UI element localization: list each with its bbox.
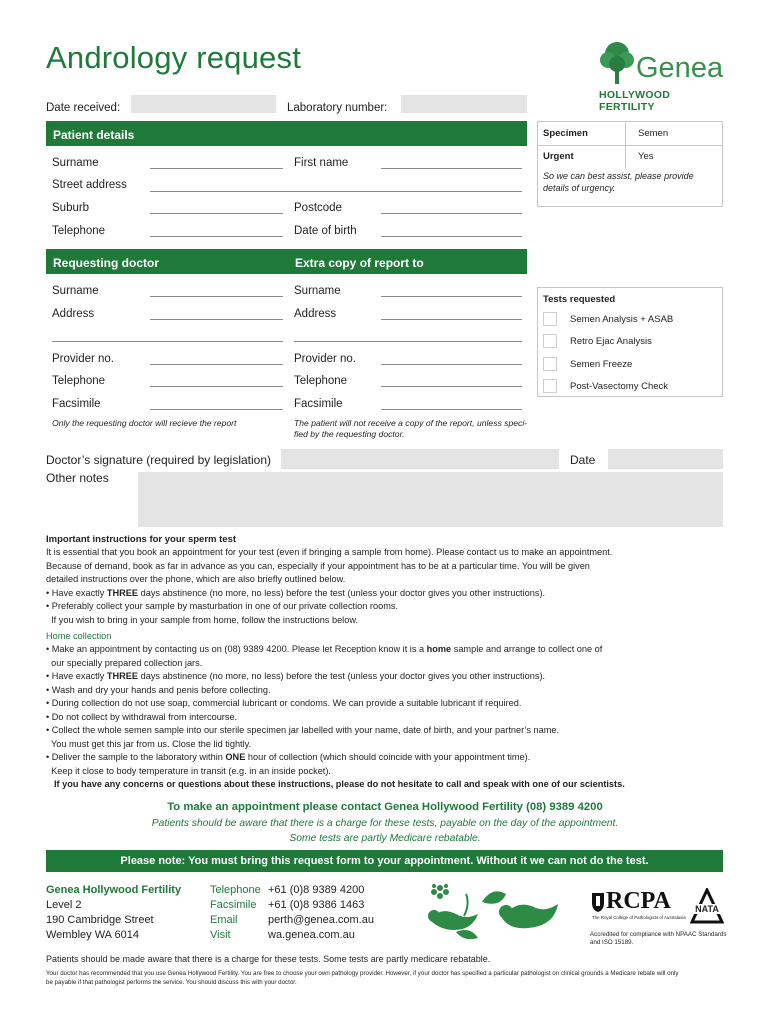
doctor-provider-field[interactable] bbox=[150, 364, 283, 365]
other-notes-field[interactable] bbox=[138, 472, 723, 527]
requesting-doctor-heading: Requesting doctor bbox=[46, 249, 288, 274]
signature-label: Doctor’s signature (required by legislation) bbox=[46, 453, 271, 467]
urgency-note-2: details of urgency. bbox=[543, 183, 616, 193]
home-line: • Do not collect by withdrawal from intercourse. bbox=[46, 711, 238, 722]
urgency-note-1: So we can best assist, please provide bbox=[543, 171, 694, 181]
doctor-address-field[interactable] bbox=[150, 319, 283, 320]
test-checkbox-3[interactable] bbox=[543, 357, 557, 371]
patient-telephone-label: Telephone bbox=[52, 225, 106, 237]
instructions-closing: If you have any concerns or questions about these instructions, please do not hesitate to call and speak with one of our scientists. bbox=[54, 779, 625, 789]
patient-suburb-label: Suburb bbox=[52, 202, 90, 214]
doctor-fax-field[interactable] bbox=[150, 409, 283, 410]
extra-fax-label: Facsimile bbox=[294, 398, 343, 410]
nata-logo bbox=[690, 888, 724, 924]
tree-icon bbox=[598, 40, 636, 86]
notice-text: Please note: You must bring this request form to your appointment. Without it we can not do the test. bbox=[120, 855, 649, 867]
footer-contact-label: Email bbox=[210, 914, 238, 926]
instruction-line: • Have exactly THREE days abstinence (no more, no less) before the test (unless your doctor gives you other instructions). bbox=[46, 587, 546, 598]
patient-street-label: Street address bbox=[52, 179, 127, 191]
patient-dob-label: Date of birth bbox=[294, 225, 357, 237]
date-label: Date bbox=[570, 453, 596, 467]
home-line: • Wash and dry your hands and penis before collecting. bbox=[46, 684, 271, 695]
fine-print-1: Your doctor has recommended that you use Genea Hollywood Fertility. You are free to choose your own pathology provider. However, if your doctor has specified a particular pathologist on clinical grounds a Medicare rebate will only bbox=[46, 970, 679, 977]
footer-address-2: 190 Cambridge Street bbox=[46, 914, 154, 926]
rcpa-shield-icon bbox=[590, 891, 606, 913]
doctor-address-field-2[interactable] bbox=[52, 341, 283, 342]
lab-number-field[interactable] bbox=[401, 95, 527, 113]
other-notes-label: Other notes bbox=[46, 471, 109, 485]
extra-address-label: Address bbox=[294, 308, 337, 320]
accredited-2: and ISO 15189. bbox=[590, 939, 634, 946]
lab-number-label: Laboratory number: bbox=[287, 102, 388, 114]
footer-fax: +61 (0)8 9386 1463 bbox=[268, 899, 365, 911]
test-label-4: Post-Vasectomy Check bbox=[570, 381, 669, 392]
footer-contact-label: Facsimile bbox=[210, 899, 257, 911]
test-checkbox-1[interactable] bbox=[543, 312, 557, 326]
footer-org: Genea Hollywood Fertility bbox=[46, 884, 182, 896]
date-received-field[interactable] bbox=[131, 95, 276, 113]
tests-requested-box bbox=[537, 287, 723, 397]
brand-name: Genea bbox=[636, 52, 724, 84]
urgent-label: Urgent bbox=[543, 151, 574, 162]
extra-surname-label: Surname bbox=[294, 285, 341, 297]
nata-text: NATA bbox=[692, 904, 722, 914]
patient-postcode-label: Postcode bbox=[294, 202, 342, 214]
brand-sub: HOLLYWOOD FERTILITY bbox=[599, 89, 671, 113]
birds-illustration bbox=[412, 880, 562, 942]
rcpa-subtext: The Royal College of Pathologists of Australasia bbox=[592, 915, 686, 920]
patient-first-name-field[interactable] bbox=[381, 168, 522, 169]
extra-address-field[interactable] bbox=[381, 319, 522, 320]
doctor-fax-label: Facsimile bbox=[52, 398, 101, 410]
footer-address-1: Level 2 bbox=[46, 899, 82, 911]
instructions-heading: Important instructions for your sperm test bbox=[46, 534, 237, 545]
extra-surname-field[interactable] bbox=[381, 296, 522, 297]
home-line: our specially prepared collection jars. bbox=[46, 657, 203, 668]
footer-contact-label: Visit bbox=[210, 929, 231, 941]
notice-bar bbox=[46, 850, 723, 872]
doctor-telephone-label: Telephone bbox=[52, 375, 106, 387]
extra-fax-field[interactable] bbox=[381, 409, 522, 410]
test-checkbox-2[interactable] bbox=[543, 334, 557, 348]
specimen-label: Specimen bbox=[543, 128, 588, 139]
patient-details-heading: Patient details bbox=[46, 121, 527, 146]
home-line: Keep it close to body temperature in transit (e.g. in an inside pocket). bbox=[46, 765, 331, 776]
specimen-value: Semen bbox=[638, 128, 669, 139]
accredited-1: Accredited for compliance with NPAAC Standards bbox=[590, 931, 727, 938]
appointment-medicare: Some tests are partly Medicare rebatable. bbox=[289, 833, 481, 844]
genea-logo bbox=[598, 40, 728, 113]
footer-telephone: +61 (0)8 9389 4200 bbox=[268, 884, 365, 896]
doctor-telephone-field[interactable] bbox=[150, 386, 283, 387]
patient-suburb-field[interactable] bbox=[150, 213, 283, 214]
date-received-label: Date received: bbox=[46, 102, 121, 114]
home-collection-heading: Home collection bbox=[46, 631, 112, 641]
instruction-line: • Preferably collect your sample by masturbation in one of our private collection rooms. bbox=[46, 601, 398, 611]
instruction-line: Because of demand, book as far in advance as you can, especially if your appointment has to be at a particular time. You will be given bbox=[46, 560, 590, 571]
date-field[interactable] bbox=[608, 449, 723, 469]
patient-telephone-field[interactable] bbox=[150, 236, 283, 237]
fine-print-2: be payable if that pathologist performs the service. You should discuss this with your doctor. bbox=[46, 979, 297, 986]
extra-address-field-2[interactable] bbox=[294, 341, 522, 342]
test-label-1: Semen Analysis + ASAB bbox=[570, 314, 674, 325]
rcpa-logo bbox=[590, 888, 686, 924]
tests-requested-heading: Tests requested bbox=[543, 294, 616, 305]
home-line: You must get this jar from us. Close the lid tightly. bbox=[46, 738, 252, 749]
doctor-surname-field[interactable] bbox=[150, 296, 283, 297]
test-label-3: Semen Freeze bbox=[570, 359, 633, 370]
extra-copy-heading: Extra copy of report to bbox=[288, 249, 527, 274]
footer-contact-label: Telephone bbox=[210, 884, 261, 896]
patient-surname-field[interactable] bbox=[150, 168, 283, 169]
specimen-box bbox=[537, 121, 723, 207]
extra-provider-field[interactable] bbox=[381, 364, 522, 365]
footer-website[interactable]: wa.genea.com.au bbox=[268, 929, 355, 941]
doctor-surname-label: Surname bbox=[52, 285, 99, 297]
requesting-note: Only the requesting doctor will recieve the report bbox=[52, 418, 237, 428]
patient-first-name-label: First name bbox=[294, 157, 349, 169]
test-label-2: Retro Ejac Analysis bbox=[570, 336, 652, 347]
doctor-provider-label: Provider no. bbox=[52, 353, 115, 365]
patient-surname-label: Surname bbox=[52, 157, 99, 169]
extra-telephone-field[interactable] bbox=[381, 386, 522, 387]
doctor-address-label: Address bbox=[52, 308, 95, 320]
appointment-contact: To make an appointment please contact Genea Hollywood Fertility (08) 9389 4200 bbox=[167, 801, 603, 813]
home-line: • Collect the whole semen sample into our sterile specimen jar labelled with your name, date of birth, and your partner’s name. bbox=[46, 725, 560, 735]
extra-note-2: fied by the requesting doctor. bbox=[294, 429, 405, 439]
extra-provider-label: Provider no. bbox=[294, 353, 357, 365]
rcpa-text: RCPA bbox=[606, 888, 671, 914]
instruction-line: It is essential that you book an appointment for your test (even if bringing a sample from home). Please contact us to make an appointment. bbox=[46, 547, 613, 557]
patient-street-field[interactable] bbox=[150, 191, 522, 192]
extra-telephone-label: Telephone bbox=[294, 375, 348, 387]
home-line: • Make an appointment by contacting us on (08) 9389 4200. Please let Reception know it is a home sample and arrange to collect one of bbox=[46, 644, 603, 654]
test-checkbox-4[interactable] bbox=[543, 379, 557, 393]
page-title: Andrology request bbox=[46, 40, 302, 75]
footer-address-3: Wembley WA 6014 bbox=[46, 929, 139, 941]
urgent-value[interactable]: Yes bbox=[638, 151, 654, 162]
footer-email[interactable]: perth@genea.com.au bbox=[268, 914, 374, 926]
instruction-line: detailed instructions over the phone, which are also briefly outlined below. bbox=[46, 574, 346, 584]
home-line: • Have exactly THREE days abstinence (no more, no less) before the test (unless your doctor gives you other instructions). bbox=[46, 671, 546, 681]
home-line: • Deliver the sample to the laboratory within ONE hour of collection (which should coincide with your appointment time). bbox=[46, 752, 531, 762]
patient-postcode-field[interactable] bbox=[381, 213, 522, 214]
instruction-line: If you wish to bring in your sample from home, follow the instructions below. bbox=[46, 614, 359, 625]
appointment-charge: Patients should be aware that there is a charge for these tests, payable on the day of the appointment. bbox=[151, 818, 619, 829]
patient-dob-field[interactable] bbox=[381, 236, 522, 237]
extra-note-1: The patient will not receive a copy of the report, unless speci- bbox=[294, 418, 528, 428]
home-line: • During collection do not use soap, commercial lubricant or condoms. We can provide a suitable lubricant if required. bbox=[46, 698, 522, 708]
rebate-note: Patients should be made aware that there is a charge for these tests. Some tests are partly medicare rebatable. bbox=[46, 954, 491, 964]
signature-field[interactable] bbox=[281, 449, 559, 469]
